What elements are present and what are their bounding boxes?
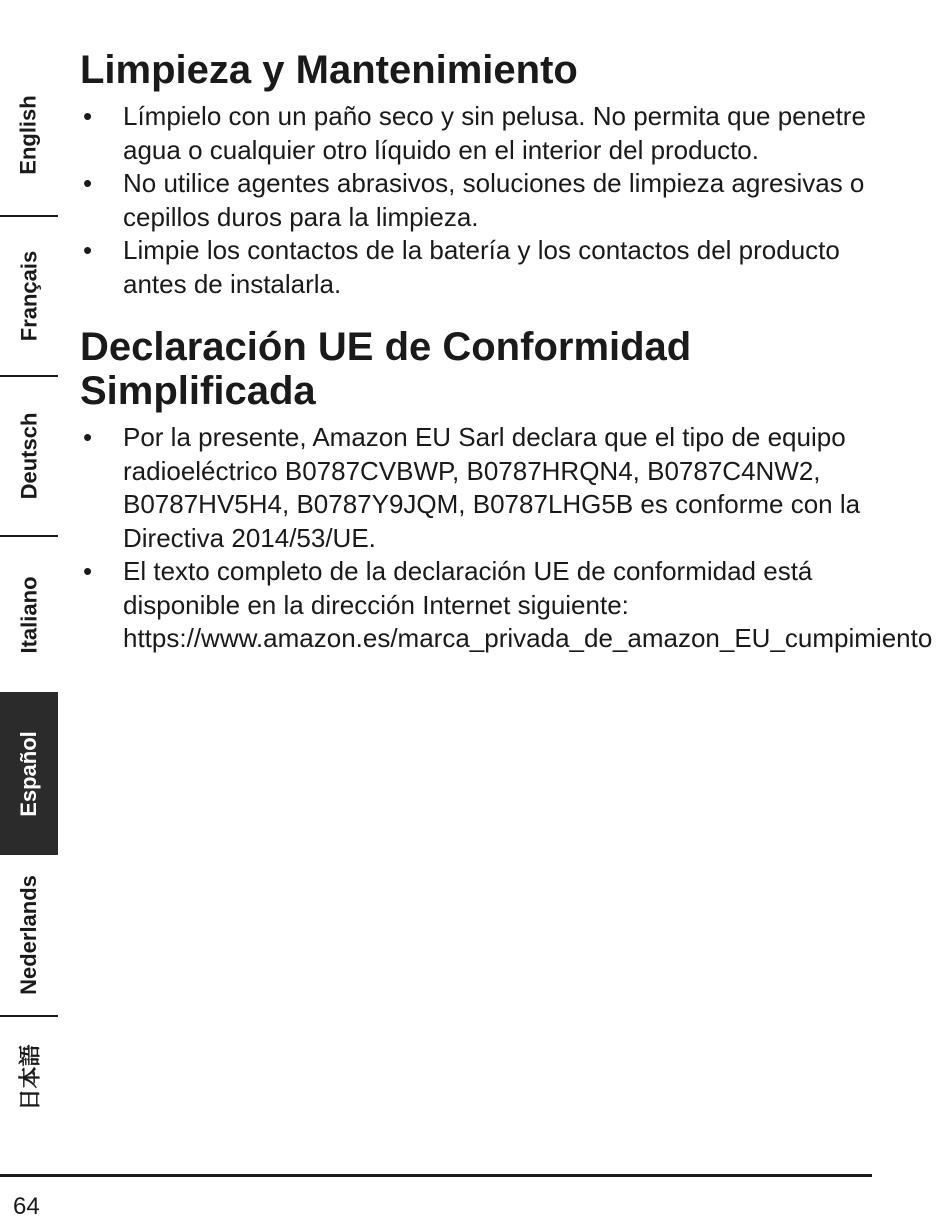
page-content [80,48,933,656]
tab-italiano[interactable] [0,537,58,692]
section-title-cleaning: Limpieza y Mantenimiento [80,48,578,92]
tab-espanol-label: Español [16,730,42,817]
language-tabs [0,0,58,1231]
declaration-list [80,421,933,656]
section-title-declaration: Declaración UE de Conformidad Simplificada [80,325,692,413]
tab-english-label: English [16,95,42,175]
page-number: 64 [13,1193,40,1220]
list-item: • El texto completo de la declaración UE de conformidad está disponible en la dirección Internet siguiente: https://www.amazon.es/marca_privada_de_amazon_EU_cumpimiento [80,555,880,656]
list-item: • No utilice agentes abrasivos, soluciones de limpieza agresivas o cepillos duros para la limpieza. [80,167,880,234]
tab-nederlands-label: Nederlands [16,875,42,995]
tab-english[interactable] [0,55,58,215]
tab-deutsch[interactable] [0,377,58,535]
footer-rule [0,1174,872,1177]
list-item: • Por la presente, Amazon EU Sarl declara que el tipo de equipo radioeléctrico B0787CVBWP, B0787HRQN4, B0787C4NW2, B0787HV5H4, B0787Y9JQM, B0787LHG5B es conforme con la Directiva 2014/53/UE. [80,421,880,555]
tab-nederlands[interactable] [0,855,58,1015]
tab-francais[interactable] [0,217,58,375]
tab-italiano-label: Italiano [16,575,42,654]
tab-francais-label: Français [16,250,41,342]
tab-japanese[interactable] [0,1017,58,1137]
tab-deutsch-label: Deutsch [16,412,42,500]
section-declaration [80,325,933,656]
tab-japanese-label: 日本語 [17,1043,43,1111]
cleaning-list [80,100,880,301]
list-item: • Limpie los contactos de la batería y los contactos del producto antes de instalarla. [80,234,880,301]
tab-espanol[interactable] [0,692,58,855]
section-cleaning [80,48,880,301]
list-item: • Límpielo con un paño seco y sin pelusa. No permita que penetre agua o cualquier otro líquido en el interior del producto. [80,100,880,167]
